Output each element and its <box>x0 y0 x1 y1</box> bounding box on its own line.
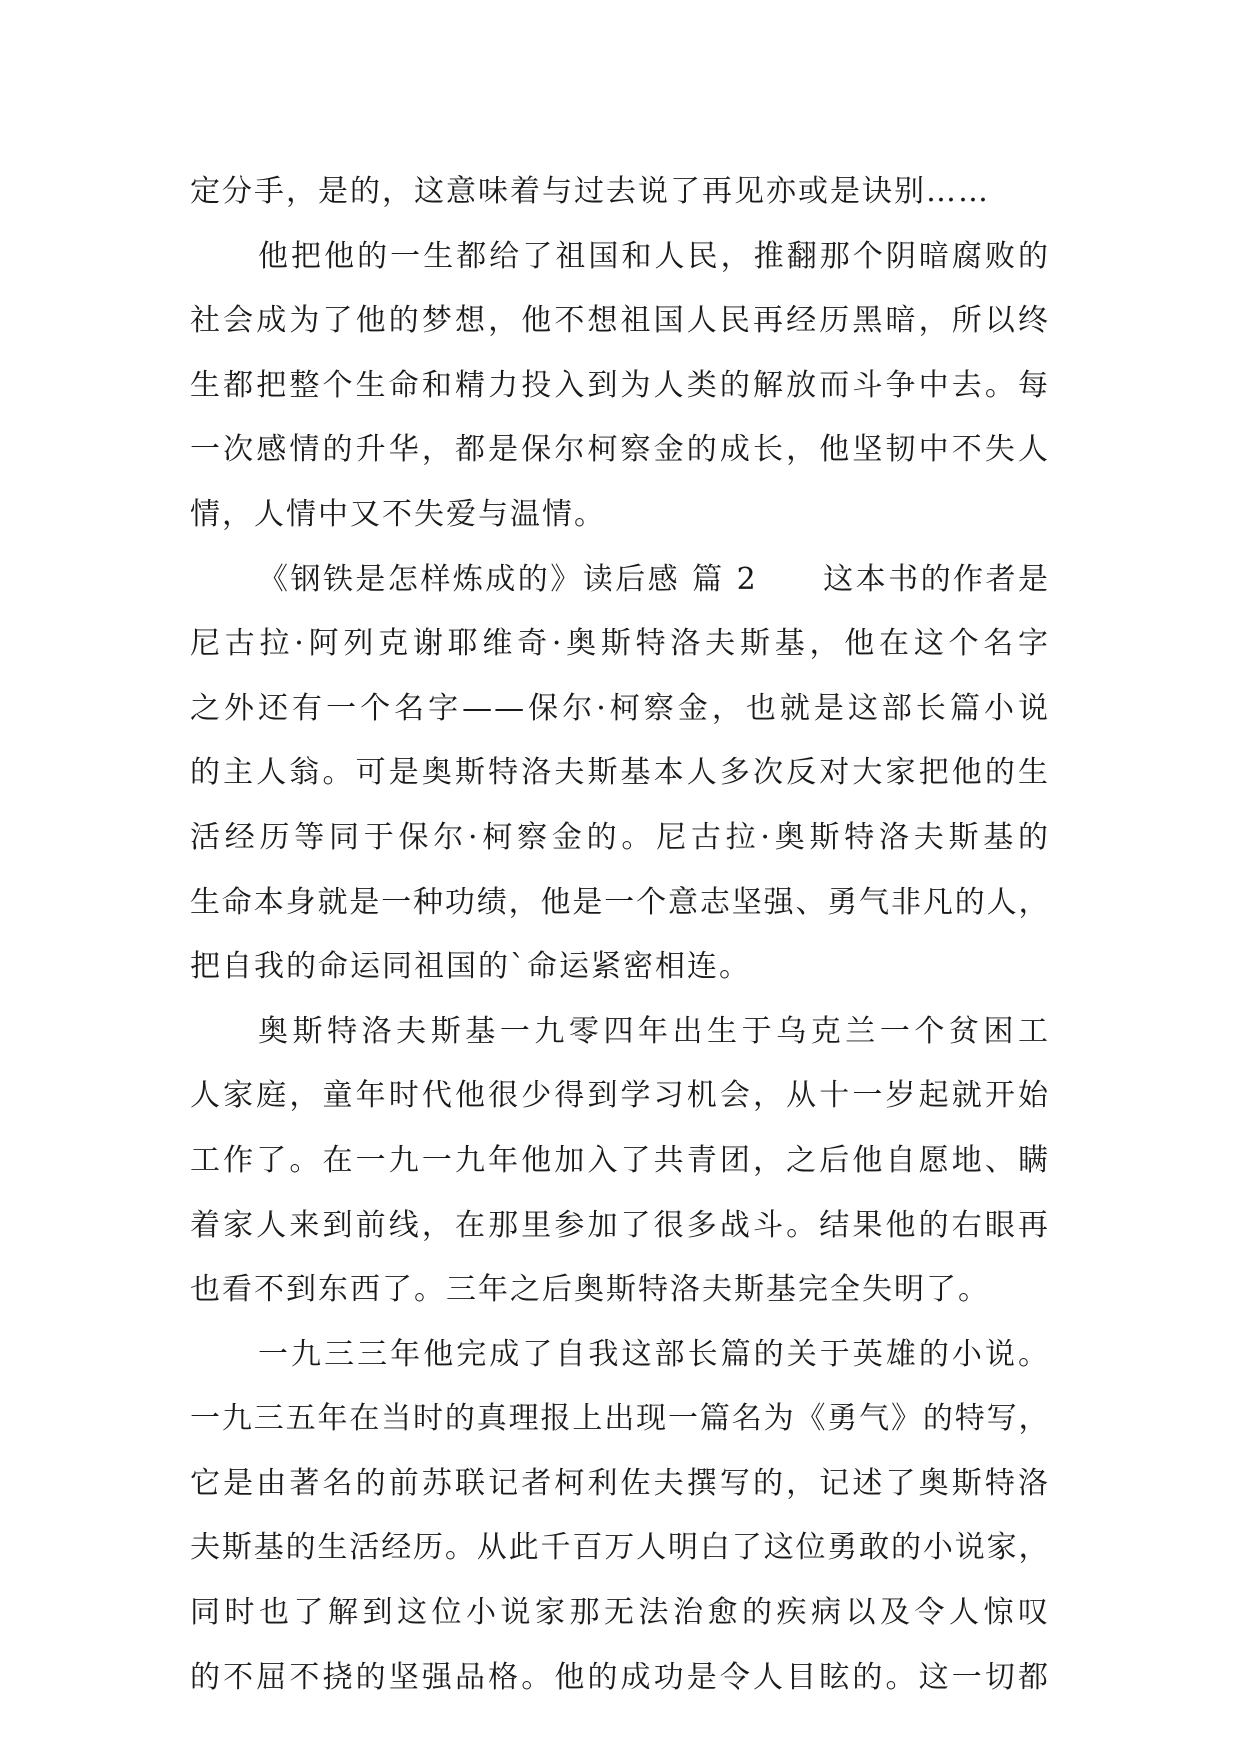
text-line: 把自我的命运同祖国的`命运紧密相连。 <box>190 949 751 985</box>
text-line: 生命本身就是一种功绩，他是一个意志坚强、勇气非凡的人， <box>190 884 1050 920</box>
text-line: 社会成为了他的梦想，他不想祖国人民再经历黑暗，所以终 <box>190 303 1050 339</box>
text-line: 工作了。在一九一九年他加入了共青团，之后他自愿地、瞒 <box>190 1142 1050 1178</box>
text-line: 活经历等同于保尔·柯察金的。尼古拉·奥斯特洛夫斯基的 <box>190 819 1050 855</box>
document-body <box>190 160 1050 1710</box>
text-line: 之外还有一个名字——保尔·柯察金，也就是这部长篇小说 <box>190 690 1050 726</box>
text-line: 着家人来到前线，在那里参加了很多战斗。结果他的右眼再 <box>190 1207 1050 1243</box>
text-line: 他把他的一生都给了祖国和人民，推翻那个阴暗腐败的 <box>258 238 1050 274</box>
text-line: 夫斯基的生活经历。从此千百万人明白了这位勇敢的小说家， <box>190 1530 1050 1566</box>
text-line: 它是由著名的前苏联记者柯利佐夫撰写的，记述了奥斯特洛 <box>190 1465 1050 1501</box>
text-line: 《钢铁是怎样炼成的》读后感 篇 2 这本书的作者是 <box>258 561 1050 597</box>
text-line: 奥斯特洛夫斯基一九零四年出生于乌克兰一个贫困工 <box>258 1013 1050 1049</box>
text-line: 尼古拉·阿列克谢耶维奇·奥斯特洛夫斯基，他在这个名字 <box>190 626 1050 662</box>
text-line: 的不屈不挠的坚强品格。他的成功是令人目眩的。这一切都 <box>190 1659 1050 1695</box>
text-line: 同时也了解到这位小说家那无法治愈的疾病以及令人惊叹 <box>190 1595 1050 1631</box>
text-line: 的主人翁。可是奥斯特洛夫斯基本人多次反对大家把他的生 <box>190 755 1050 791</box>
text-line: 一次感情的升华，都是保尔柯察金的成长，他坚韧中不失人 <box>190 432 1050 468</box>
text-line: 生都把整个生命和精力投入到为人类的解放而斗争中去。每 <box>190 367 1050 403</box>
text-line: 人家庭，童年时代他很少得到学习机会，从十一岁起就开始 <box>190 1078 1050 1114</box>
text-line: 也看不到东西了。三年之后奥斯特洛夫斯基完全失明了。 <box>190 1272 990 1308</box>
text-line: 一九三五年在当时的真理报上出现一篇名为《勇气》的特写， <box>190 1401 1050 1437</box>
text-line: 情，人情中又不失爱与温情。 <box>190 496 606 532</box>
text-line: 定分手，是的，这意味着与过去说了再见亦或是诀别…… <box>190 174 990 209</box>
text-line: 一九三三年他完成了自我这部长篇的关于英雄的小说。 <box>258 1336 1050 1372</box>
